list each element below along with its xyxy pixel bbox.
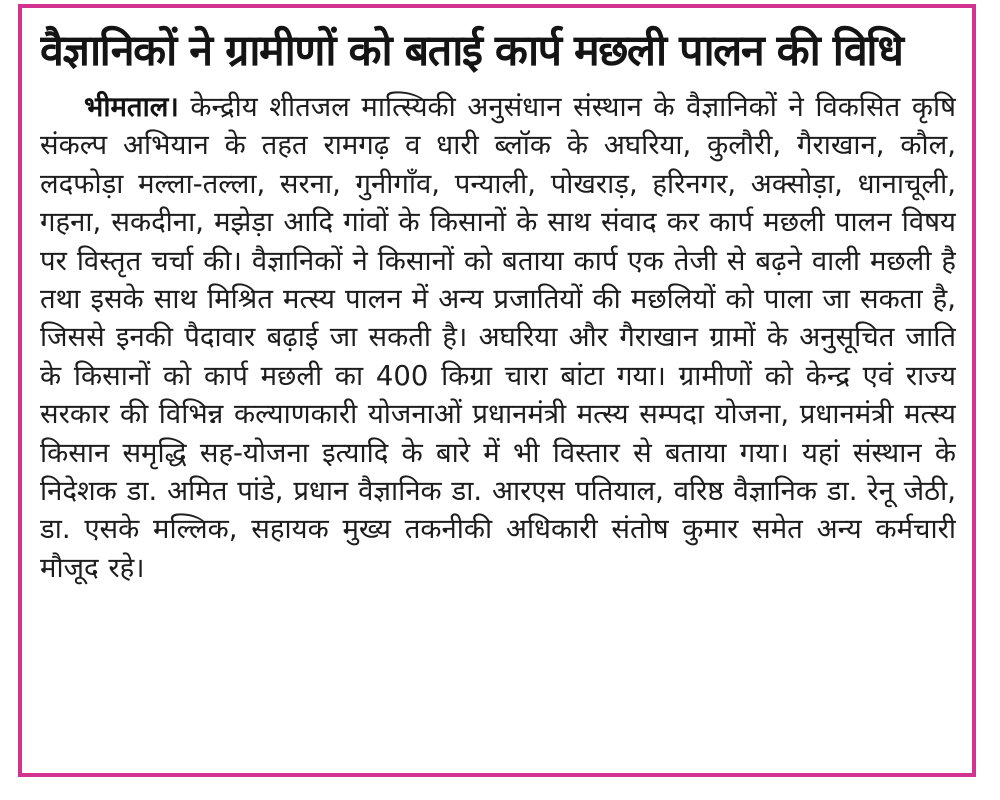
article-headline: वैज्ञानिकों ने ग्रामीणों को बताई कार्प मछली पालन की विधि [40, 26, 903, 76]
newspaper-clipping-frame [18, 4, 976, 777]
article-dateline: भीमताल। [84, 91, 179, 123]
article-body [40, 88, 956, 587]
article-body-text: केन्द्रीय शीतजल मात्स्यिकी अनुसंधान संस्थान के वैज्ञानिकों ने विकसित कृषि संकल्प अभियान के तहत रामगढ़ व धारी ब्लॉक के अघरिया, कुलौरी, गैराखान, कौल, लदफोड़ा मल्ला-तल्ला, सरना, गुनीगाँव, पन्याली, पोखराड़, हरिनगर, अक्सोड़ा, धानाचूली, गहना, सकदीना, मझेड़ा आदि गांवों के किसानों के साथ संवाद कर कार्प मछली पालन विषय पर विस्तृत चर्चा की। वैज्ञानिकों ने किसानों को बताया कार्प एक तेजी से बढ़ने वाली मछली है तथा इसके साथ मिश्रित मत्स्य पालन में अन्य प्रजातियों की मछलियों को पाला जा सकता है, जिससे इनकी पैदावार बढ़ाई जा सकती है। अघरिया और गैराखान ग्रामों के अनुसूचित जाति के किसानों को कार्प मछली का 400 किग्रा चारा बांटा गया। ग्रामीणों को केन्द्र एवं राज्य सरकार की विभिन्न कल्याणकारी योजनाओं प्रधानमंत्री मत्स्य सम्पदा योजना, प्रधानमंत्री मत्स्य किसान समृद्धि सह-योजना इत्यादि के बारे में भी विस्तार से बताया गया। यहां संस्थान के निदेशक डा. अमित पांडे, प्रधान वैज्ञानिक डा. आरएस पतियाल, वरिष्ठ वैज्ञानिक डा. रेनू जेठी, डा. एसके मल्लिक, सहायक मुख्य तकनीकी अधिकारी संतोष कुमार समेत अन्य कर्मचारी मौजूद रहे। [40, 91, 956, 584]
news-article [40, 20, 956, 760]
